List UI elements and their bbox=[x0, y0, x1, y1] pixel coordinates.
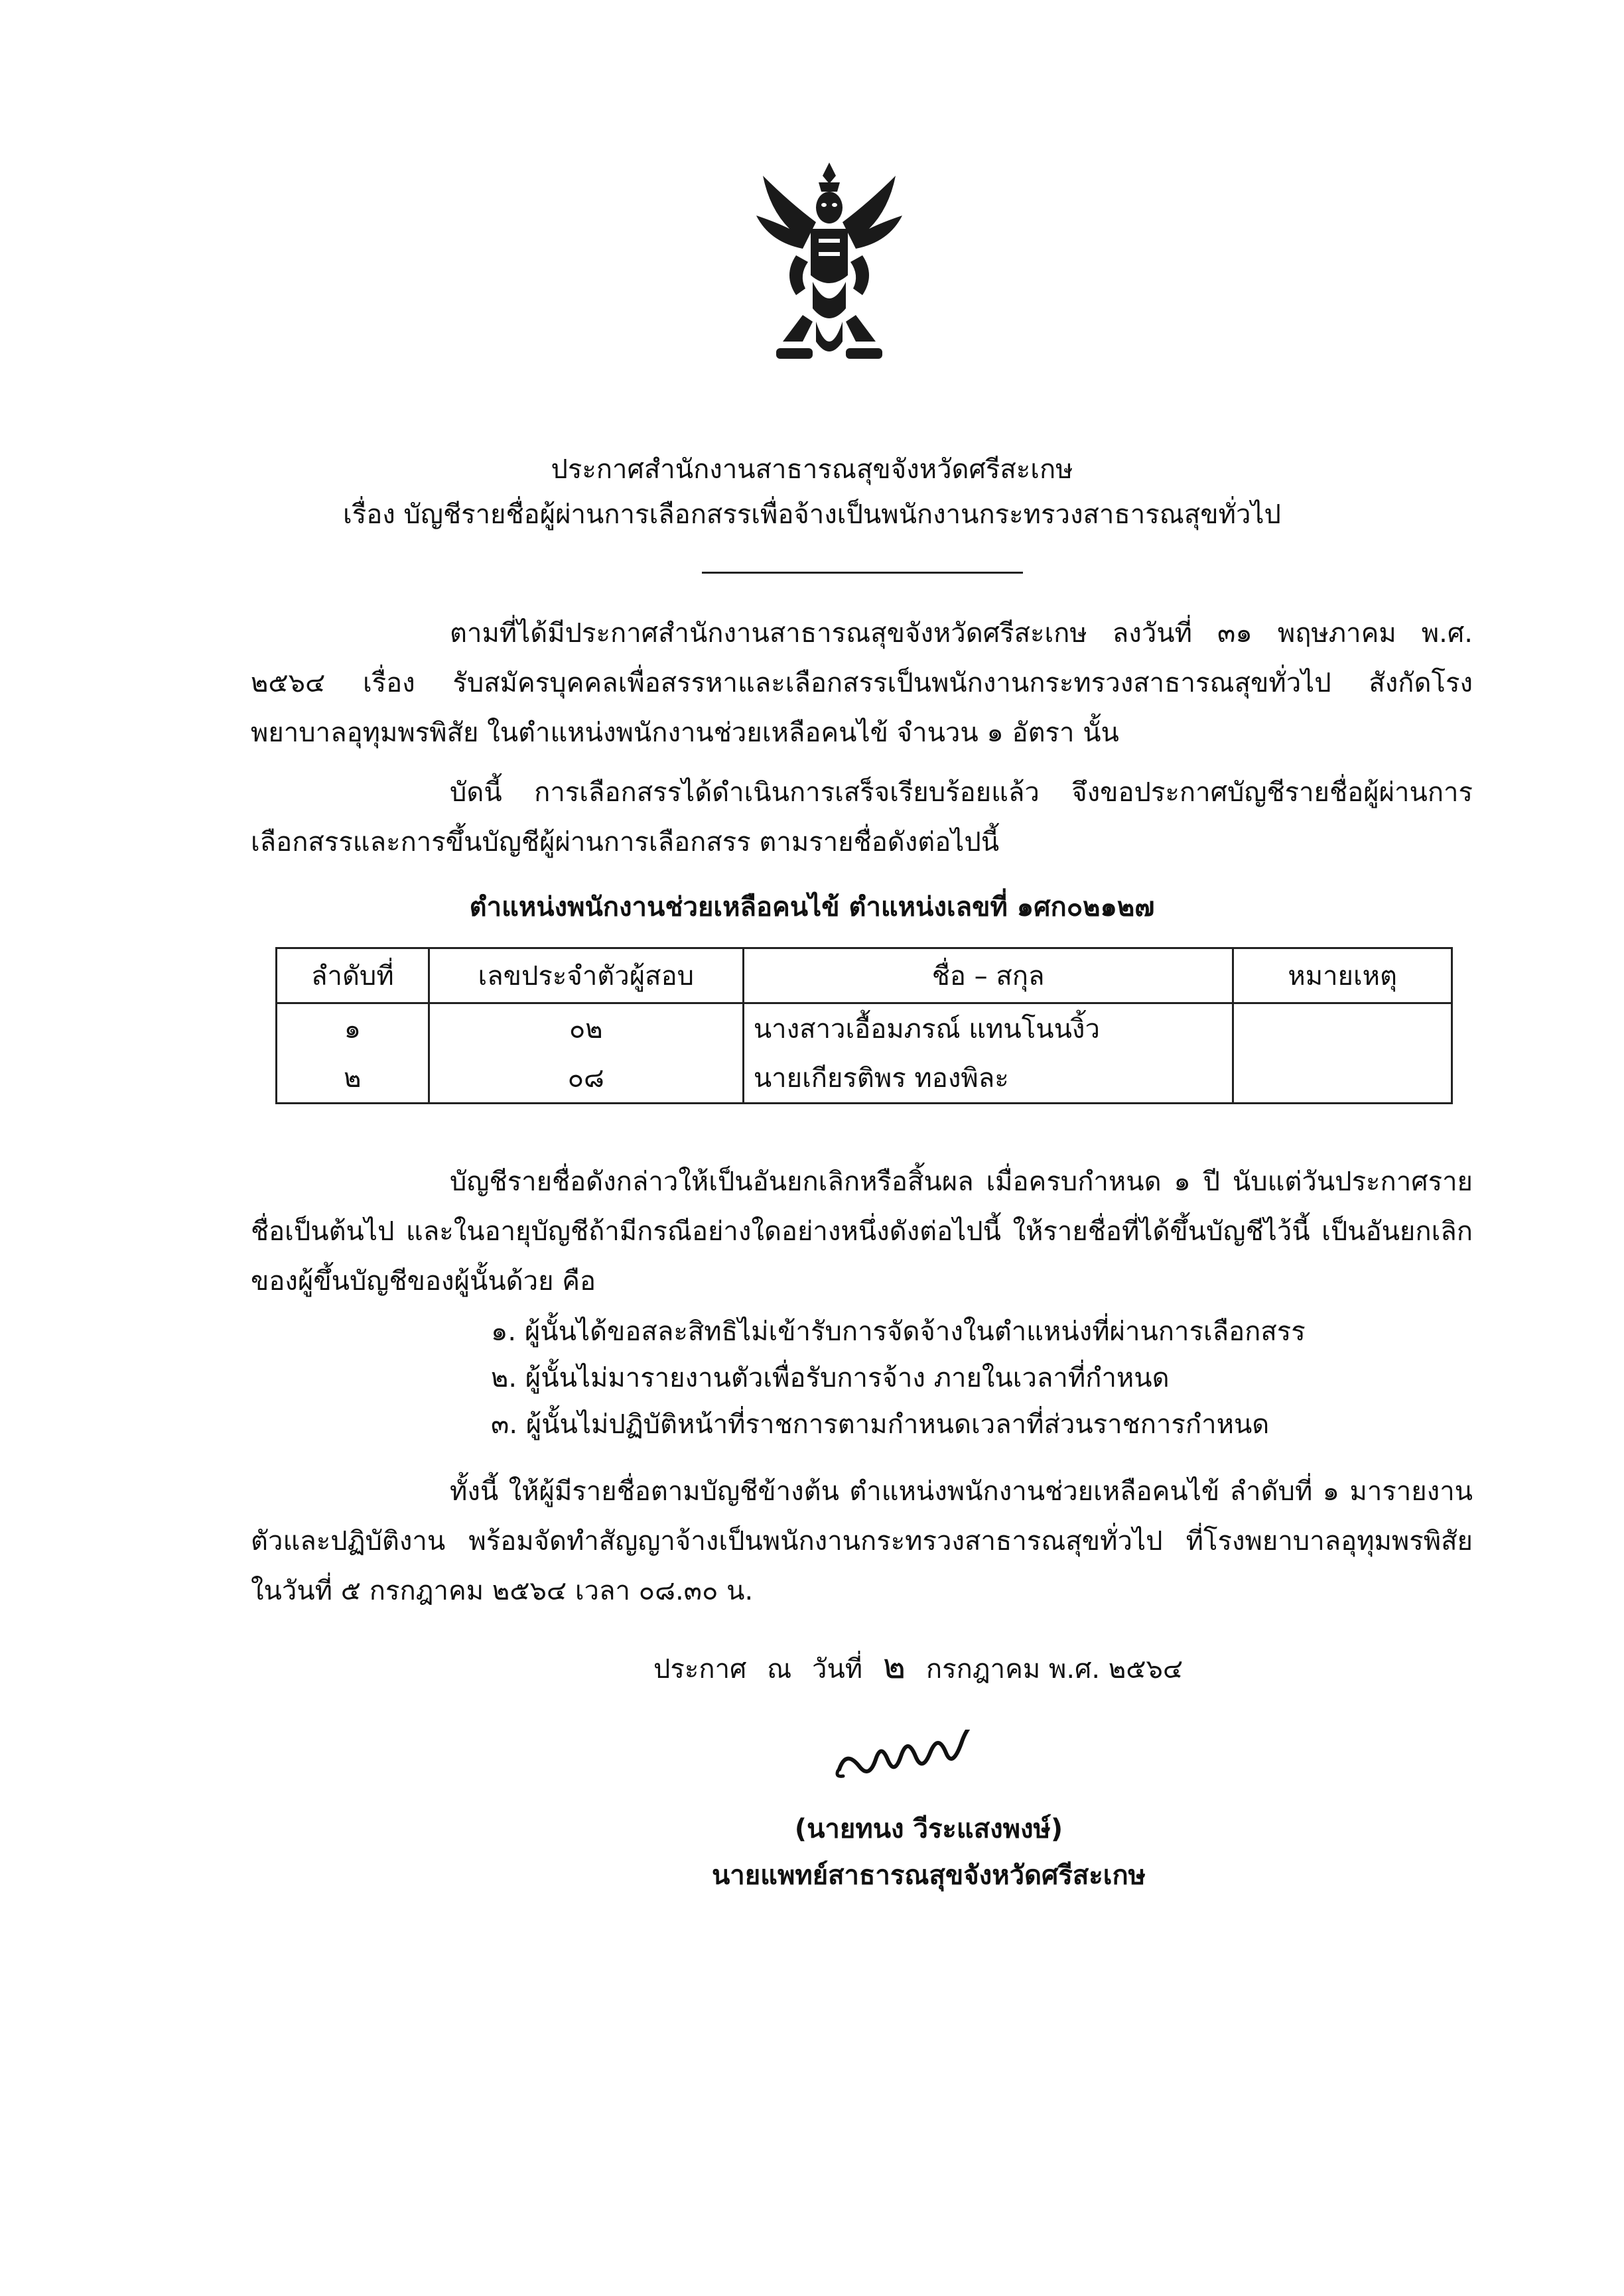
header-name: ชื่อ – สกุล bbox=[743, 948, 1233, 1003]
title-divider bbox=[702, 572, 1023, 574]
cell-name: นางสาวเอื้อมภรณ์ แทนโนนงิ้ว bbox=[743, 1003, 1233, 1054]
paragraph-result bbox=[251, 768, 1473, 867]
announcement-subject: เรื่อง บัญชีรายชื่อผู้ผ่านการเลือกสรรเพื่อจ้างเป็นพนักงานกระทรวงสาธารณสุขทั่วไป bbox=[343, 499, 1281, 530]
day-value: ๒ bbox=[882, 1647, 906, 1687]
header-note: หมายเหตุ bbox=[1233, 948, 1452, 1003]
cell-note bbox=[1233, 1003, 1452, 1054]
garuda-emblem-icon bbox=[750, 156, 909, 375]
cell-note bbox=[1233, 1053, 1452, 1104]
cell-name: นายเกียรติพร ทองพิละ bbox=[743, 1053, 1233, 1104]
candidate-table bbox=[275, 947, 1453, 1104]
cell-exam-id: ๐๒ bbox=[429, 1003, 743, 1054]
table-row bbox=[277, 1003, 1452, 1054]
cell-exam-id: ๐๘ bbox=[429, 1053, 743, 1104]
handwritten-signature-icon bbox=[833, 1730, 998, 1789]
paragraph-reference bbox=[251, 609, 1473, 758]
signer-title: นายแพทย์สาธารณสุขจังหวัดศรีสะเกษ bbox=[711, 1860, 1146, 1891]
announcement-date bbox=[653, 1648, 1195, 1688]
paragraph-reporting-text: ทั้งนี้ ให้ผู้มีรายชื่อตามบัญชีข้างต้น ตำแหน่งพนักงานช่วยเหลือคนไข้ ลำดับที่ ๑ มารายงานตัวและปฏิบัติงาน พร้อมจัดทำสัญญาจ้างเป็นพนักงานกระทรวงสาธารณสุขทั่วไป ที่โรงพยาบาลอุทุมพรพิสัย ในวันที่ ๕ กรกฎาคม ๒๕๖๔ เวลา ๐๘.๓๐ น. bbox=[251, 1476, 1473, 1606]
position-title: ตำแหน่งพนักงานช่วยเหลือคนไข้ ตำแหน่งเลขที่ ๑ศก๐๒๑๒๗ bbox=[469, 892, 1155, 923]
table-row bbox=[277, 1053, 1452, 1104]
day-label: วันที่ bbox=[811, 1654, 863, 1685]
cell-order: ๑ bbox=[277, 1003, 429, 1054]
header-exam-id: เลขประจำตัวผู้สอบ bbox=[429, 948, 743, 1003]
announcement-title: ประกาศสำนักงานสาธารณสุขจังหวัดศรีสะเกษ bbox=[551, 454, 1073, 485]
month-year: กรกฎาคม พ.ศ. ๒๕๖๔ bbox=[925, 1654, 1184, 1685]
condition-item: ๒. ผู้นั้นไม่มารายงานตัวเพื่อรับการจ้าง ภายในเวลาที่กำหนด bbox=[491, 1363, 1170, 1393]
announced-label: ประกาศ bbox=[653, 1654, 747, 1685]
paragraph-validity-text: บัญชีรายชื่อดังกล่าวให้เป็นอันยกเลิกหรือสิ้นผล เมื่อครบกำหนด ๑ ปี นับแต่วันประกาศรายชื่อเป็นต้นไป และในอายุบัญชีถ้ามีกรณีอย่างใดอย่างหนึ่งดังต่อไปนี้ ให้รายชื่อที่ได้ขึ้นบัญชีไว้นี้ เป็นอันยกเลิกของผู้ขึ้นบัญชีของผู้นั้นด้วย คือ bbox=[251, 1167, 1473, 1297]
cell-order: ๒ bbox=[277, 1053, 429, 1104]
paragraph-validity bbox=[251, 1157, 1473, 1307]
signer-name: (นายทนง วีระแสงพงษ์) bbox=[794, 1814, 1063, 1844]
paragraph-reference-text: ตามที่ได้มีประกาศสำนักงานสาธารณสุขจังหวัดศรีสะเกษ ลงวันที่ ๓๑ พฤษภาคม พ.ศ. ๒๕๖๔ เรื่อง รับสมัครบุคคลเพื่อสรรหาและเลือกสรรเป็นพนักงานกระทรวงสาธารณสุขทั่วไป สังกัดโรงพยาบาลอุทุมพรพิสัย ในตำแหน่งพนักงานช่วยเหลือคนไข้ จำนวน ๑ อัตรา นั้น bbox=[251, 618, 1473, 748]
table-header-row bbox=[277, 948, 1452, 1003]
header-order: ลำดับที่ bbox=[277, 948, 429, 1003]
paragraph-reporting bbox=[251, 1467, 1473, 1616]
condition-item: ๓. ผู้นั้นไม่ปฏิบัติหน้าที่ราชการตามกำหนดเวลาที่ส่วนราชการกำหนด bbox=[491, 1409, 1270, 1440]
at-label: ณ bbox=[767, 1654, 792, 1685]
condition-item: ๑. ผู้นั้นได้ขอสละสิทธิไม่เข้ารับการจัดจ้างในตำแหน่งที่ผ่านการเลือกสรร bbox=[491, 1316, 1306, 1347]
paragraph-result-text: บัดนี้ การเลือกสรรได้ดำเนินการเสร็จเรียบร้อยแล้ว จึงขอประกาศบัญชีรายชื่อผู้ผ่านการเลือกสรรและการขึ้นบัญชีผู้ผ่านการเลือกสรร ตามรายชื่อดังต่อไปนี้ bbox=[251, 777, 1473, 858]
